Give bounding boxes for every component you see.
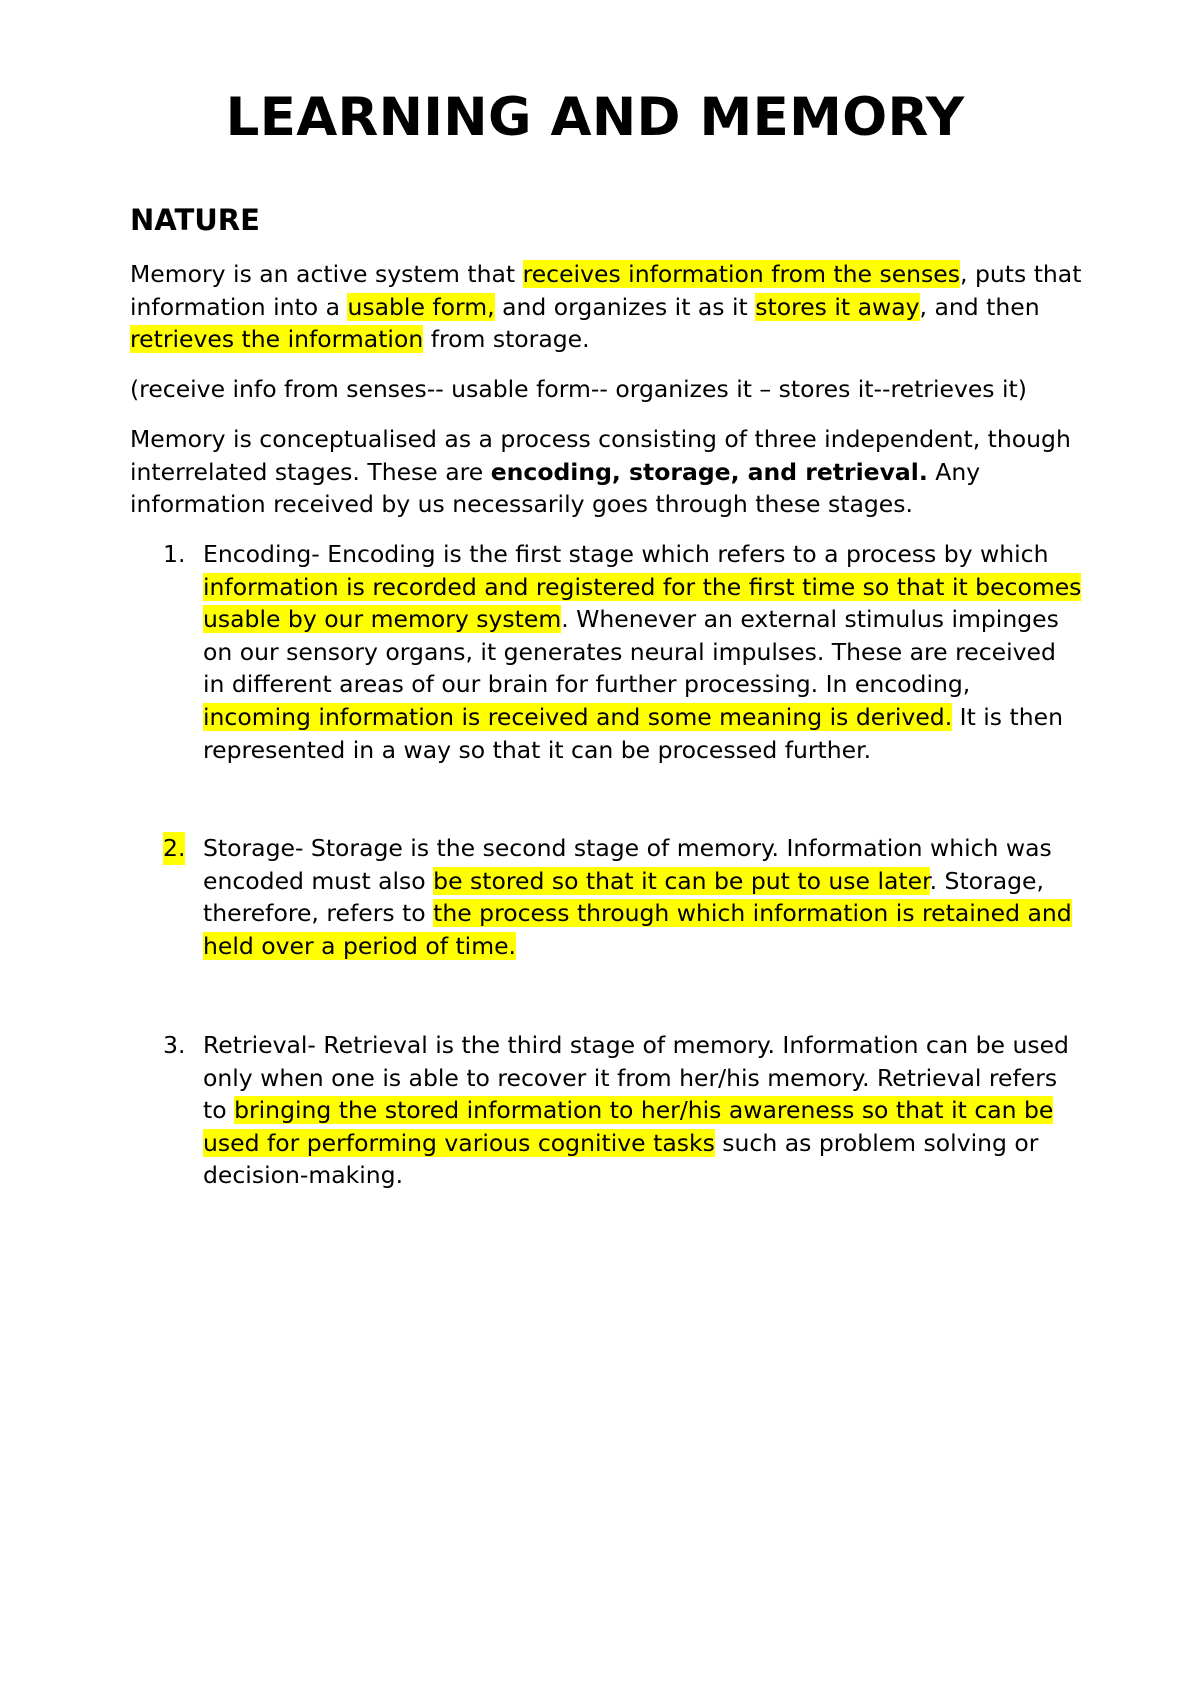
text-run: . Whenever an external stimulus impinges on our sensory organs, it generates neural impulses. These are received in different areas of our brain for further processing. In encoding,: [203, 605, 1059, 699]
highlighted-text: retrieves the information: [130, 325, 424, 354]
text-run: from storage.: [423, 325, 590, 354]
highlighted-text: stores it away: [755, 292, 920, 321]
text-run: . Storage, therefore, refers to: [203, 866, 1044, 928]
list-item-text: [203, 1029, 1083, 1192]
highlighted-text: incoming information is received and some meaning is derived.: [203, 702, 953, 731]
text-run: It is then represented in a way so that it can be processed further.: [203, 702, 1063, 764]
text-run: , puts that information into a: [130, 260, 1082, 321]
section-heading: NATURE: [130, 203, 260, 237]
paragraph-stages: [130, 423, 1090, 521]
highlighted-text: receives information from the senses: [522, 260, 961, 288]
list-item-text: [203, 538, 1083, 766]
paragraph-memory-definition: [130, 258, 1090, 356]
list-number: 2.: [163, 832, 185, 865]
highlighted-text: bringing the stored information to her/his awareness so that it can be used for performing various cognitive tasks: [203, 1096, 1054, 1157]
highlighted-text: usable form,: [347, 292, 495, 321]
text-run: Memory is conceptualised as a process consisting of three independent, though interrelated stages. These are: [130, 425, 1071, 486]
bold-text: encoding, storage, and retrieval.: [490, 457, 928, 486]
text-run: Memory is an active system that: [130, 260, 523, 288]
text-run: Any information received by us necessarily goes through these stages.: [130, 457, 981, 519]
list-number: 1.: [163, 540, 186, 568]
highlighted-text: be stored so that it can be put to use later: [433, 866, 930, 895]
list-number: 3.: [163, 1031, 186, 1059]
highlighted-text: information is recorded and registered for the first time so that it becomes usable by our memory system: [203, 572, 1082, 634]
text-run: Encoding- Encoding is the first stage which refers to a process by which: [203, 540, 1049, 568]
text-run: Storage- Storage is the second stage of memory. Information which was encoded must also: [203, 834, 1052, 895]
highlighted-text: the process through which information is retained and held over a period of time.: [203, 899, 1072, 960]
text-run: and organizes it as it: [494, 292, 756, 321]
text-run: such as problem solving or decision-making.: [203, 1128, 1039, 1190]
list-item-text: [203, 832, 1083, 962]
page-title: LEARNING AND MEMORY: [225, 87, 965, 148]
text-run: Retrieval- Retrieval is the third stage of memory. Information can be used only when one is able to recover it from her/his memory. Retrieval refers to: [203, 1031, 1069, 1125]
text-run: , and then: [919, 292, 1040, 321]
paragraph-summary: (receive info from senses-- usable form-- organizes it – stores it--retrieves it): [130, 375, 1027, 403]
